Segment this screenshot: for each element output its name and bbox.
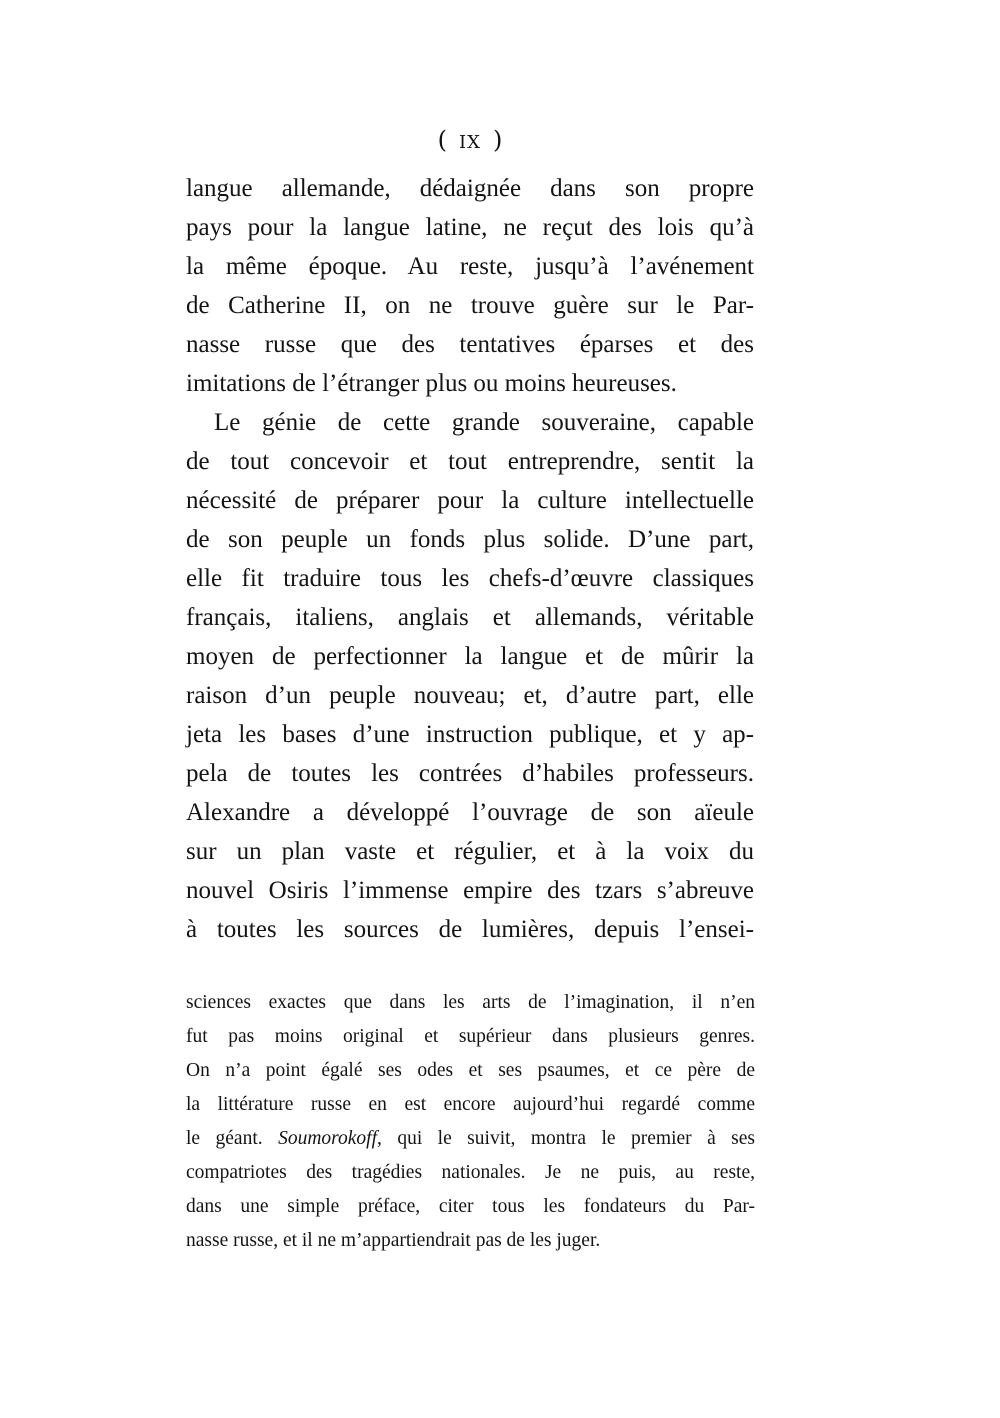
paragraph-start-line: Le génie de cette grande souveraine, capable [214,409,754,436]
text-line: à toutes les sources de lumières, depuis l’ensei- [186,916,754,943]
text-line: pays pour la langue latine, ne reçut des lois qu’à [186,214,754,241]
text-line: français, italiens, anglais et allemands, véritable [186,604,754,631]
text-line: sur un plan vaste et régulier, et à la voix du [186,838,754,865]
footnote-line: dans une simple préface, citer tous les fondateurs du Par- [186,1196,755,1217]
footnote-line [186,1122,755,1156]
page-header [0,126,940,154]
text-line: la même époque. Au reste, jusqu’à l’avénement [186,253,754,280]
text-line: nasse russe que des tentatives éparses et des [186,331,754,358]
footnote-block [186,986,755,1258]
footnote-text: le géant. [186,1128,263,1149]
text-line: jeta les bases d’une instruction publique, et y ap- [186,721,754,748]
text-line: moyen de perfectionner la langue et de mûrir la [186,643,754,670]
text-line: de tout concevoir et tout entreprendre, sentit la [186,448,754,475]
footnote-text: , qui le suivit, montra le premier à ses [377,1128,755,1149]
footnote-line: fut pas moins original et supérieur dans plusieurs genres. [186,1026,755,1047]
main-text [186,169,754,949]
footnote-line: On n’a point égalé ses odes et ses psaumes, et ce père de [186,1060,755,1081]
text-line: elle fit traduire tous les chefs-d’œuvre classiques [186,565,754,592]
footnote-line: compatriotes des tragédies nationales. Je ne puis, au reste, [186,1162,755,1183]
text-line: pela de toutes les contrées d’habiles professeurs. [186,760,754,787]
text-line: nécessité de préparer pour la culture intellectuelle [186,487,754,514]
footnote-line: nasse russe, et il ne m’appartiendrait pas de les juger. [186,1230,601,1251]
text-line: langue allemande, dédaignée dans son propre [186,175,754,202]
text-line: raison d’un peuple nouveau; et, d’autre part, elle [186,682,754,709]
open-paren: ( [437,126,448,154]
close-paren: ) [492,126,503,154]
text-line: nouvel Osiris l’immense empire des tzars s’abreuve [186,877,754,904]
footnote-line: sciences exactes que dans les arts de l’imagination, il n’en [186,992,755,1013]
footnote-line: la littérature russe en est encore aujourd’hui regardé comme [186,1094,755,1115]
page-number: IX [459,132,481,153]
author-name-italic: Soumorokoff [278,1128,378,1149]
text-line: de Catherine II, on ne trouve guère sur le Par- [186,292,754,319]
text-line: imitations de l’étranger plus ou moins heureuses. [186,370,677,397]
text-line: Alexandre a développé l’ouvrage de son aïeule [186,799,754,826]
text-line: de son peuple un fonds plus solide. D’une part, [186,526,754,553]
